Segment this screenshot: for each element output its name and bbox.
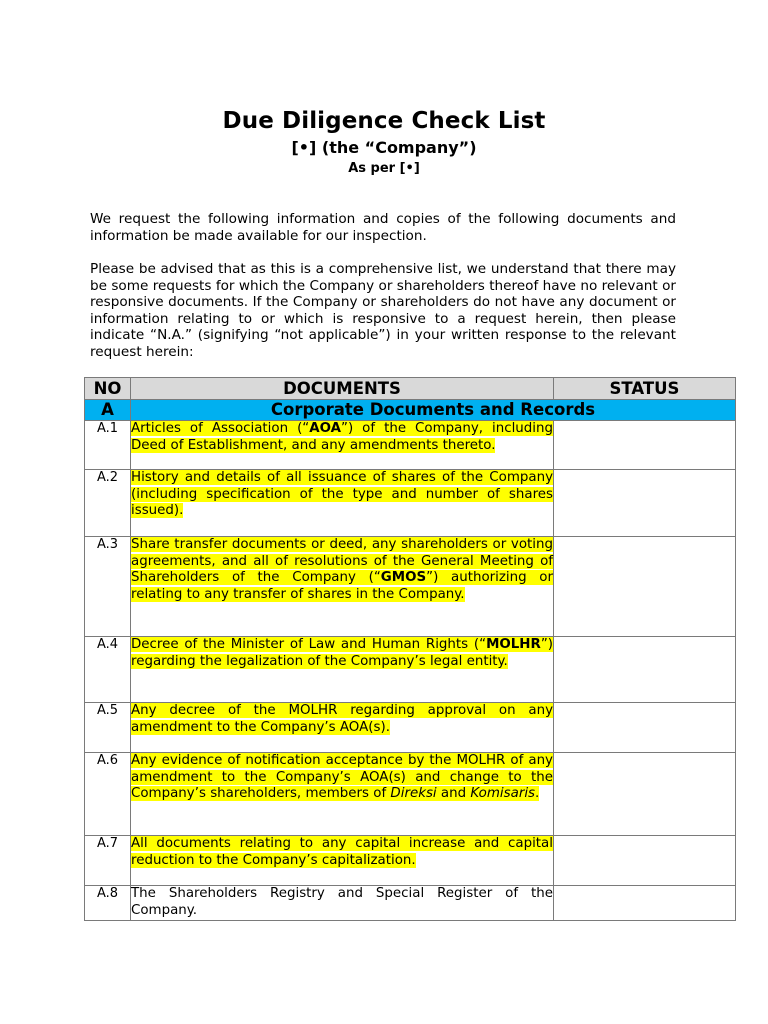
table-row bbox=[85, 537, 736, 637]
intro-paragraph-2: Please be advised that as this is a comprehensive list, we understand that there may be some requests for which the Company or shareholders thereof have no relevant or responsive documents. If the Company or shareholders do not have any document or information relating to or which is responsive to a request herein, then please indicate “N.A.” (signifying “not applicable”) in your written response to the relevant request herein: bbox=[90, 261, 676, 360]
document-title: Due Diligence Check List bbox=[222, 108, 546, 134]
row-document-cell bbox=[131, 637, 554, 703]
table-body bbox=[85, 400, 736, 921]
header-no: NO bbox=[85, 378, 131, 400]
row-document-text: All documents relating to any capital increase and capital reduction to the Company’s capitalization. bbox=[131, 836, 553, 868]
section-row bbox=[85, 400, 736, 421]
row-document-text: Any evidence of notification acceptance by the MOLHR of any amendment to the Company’s AOA(s) and change to the Company’s shareholders, members of Direksi and Komisaris. bbox=[131, 753, 553, 802]
row-status-cell[interactable] bbox=[554, 537, 736, 637]
row-document-cell bbox=[131, 753, 554, 836]
row-number: A.3 bbox=[85, 537, 131, 637]
row-document-cell bbox=[131, 470, 554, 537]
row-status-cell[interactable] bbox=[554, 703, 736, 753]
section-title: Corporate Documents and Records bbox=[131, 400, 736, 421]
row-document-cell bbox=[131, 703, 554, 753]
row-status-cell[interactable] bbox=[554, 836, 736, 886]
row-status-cell[interactable] bbox=[554, 886, 736, 921]
table-row bbox=[85, 886, 736, 921]
row-number: A.6 bbox=[85, 753, 131, 836]
row-document-text: The Shareholders Registry and Special Register of the Company. bbox=[131, 886, 553, 918]
table-row bbox=[85, 836, 736, 886]
header-documents: DOCUMENTS bbox=[131, 378, 554, 400]
row-number: A.2 bbox=[85, 470, 131, 537]
section-no: A bbox=[85, 400, 131, 421]
row-document-cell bbox=[131, 537, 554, 637]
row-document-text: History and details of all issuance of shares of the Company (including specification of the type and number of shares issued). bbox=[131, 470, 553, 519]
table-row bbox=[85, 637, 736, 703]
row-document-text: Any decree of the MOLHR regarding approval on any amendment to the Company’s AOA(s). bbox=[131, 703, 553, 735]
row-document-text: Share transfer documents or deed, any shareholders or voting agreements, and all of resolutions of the General Meeting of Shareholders of the Company (“GMOS”) authorizing or relating to any transfer of shares in the Company. bbox=[131, 537, 553, 602]
document-subtitle: [•] (the “Company”) bbox=[291, 138, 477, 157]
row-status-cell[interactable] bbox=[554, 421, 736, 470]
row-document-cell bbox=[131, 421, 554, 470]
table-row bbox=[85, 753, 736, 836]
row-number: A.1 bbox=[85, 421, 131, 470]
row-status-cell[interactable] bbox=[554, 753, 736, 836]
row-document-cell bbox=[131, 886, 554, 921]
row-document-text: Decree of the Minister of Law and Human Rights (“MOLHR”) regarding the legalization of the Company’s legal entity. bbox=[131, 637, 553, 669]
table-row bbox=[85, 470, 736, 537]
row-status-cell[interactable] bbox=[554, 470, 736, 537]
row-status-cell[interactable] bbox=[554, 637, 736, 703]
row-document-text: Articles of Association (“AOA”) of the Company, including Deed of Establishment, and any amendments thereto. bbox=[131, 421, 553, 453]
table-row bbox=[85, 703, 736, 753]
header-status: STATUS bbox=[554, 378, 736, 400]
intro-paragraph-1: We request the following information and copies of the following documents and information be made available for our inspection. bbox=[90, 211, 676, 244]
row-number: A.8 bbox=[85, 886, 131, 921]
checklist-table bbox=[84, 377, 736, 921]
as-per-line: As per [•] bbox=[348, 161, 420, 176]
row-number: A.5 bbox=[85, 703, 131, 753]
row-number: A.7 bbox=[85, 836, 131, 886]
row-number: A.4 bbox=[85, 637, 131, 703]
table-header-row bbox=[85, 378, 736, 400]
table-row bbox=[85, 421, 736, 470]
row-document-cell bbox=[131, 836, 554, 886]
